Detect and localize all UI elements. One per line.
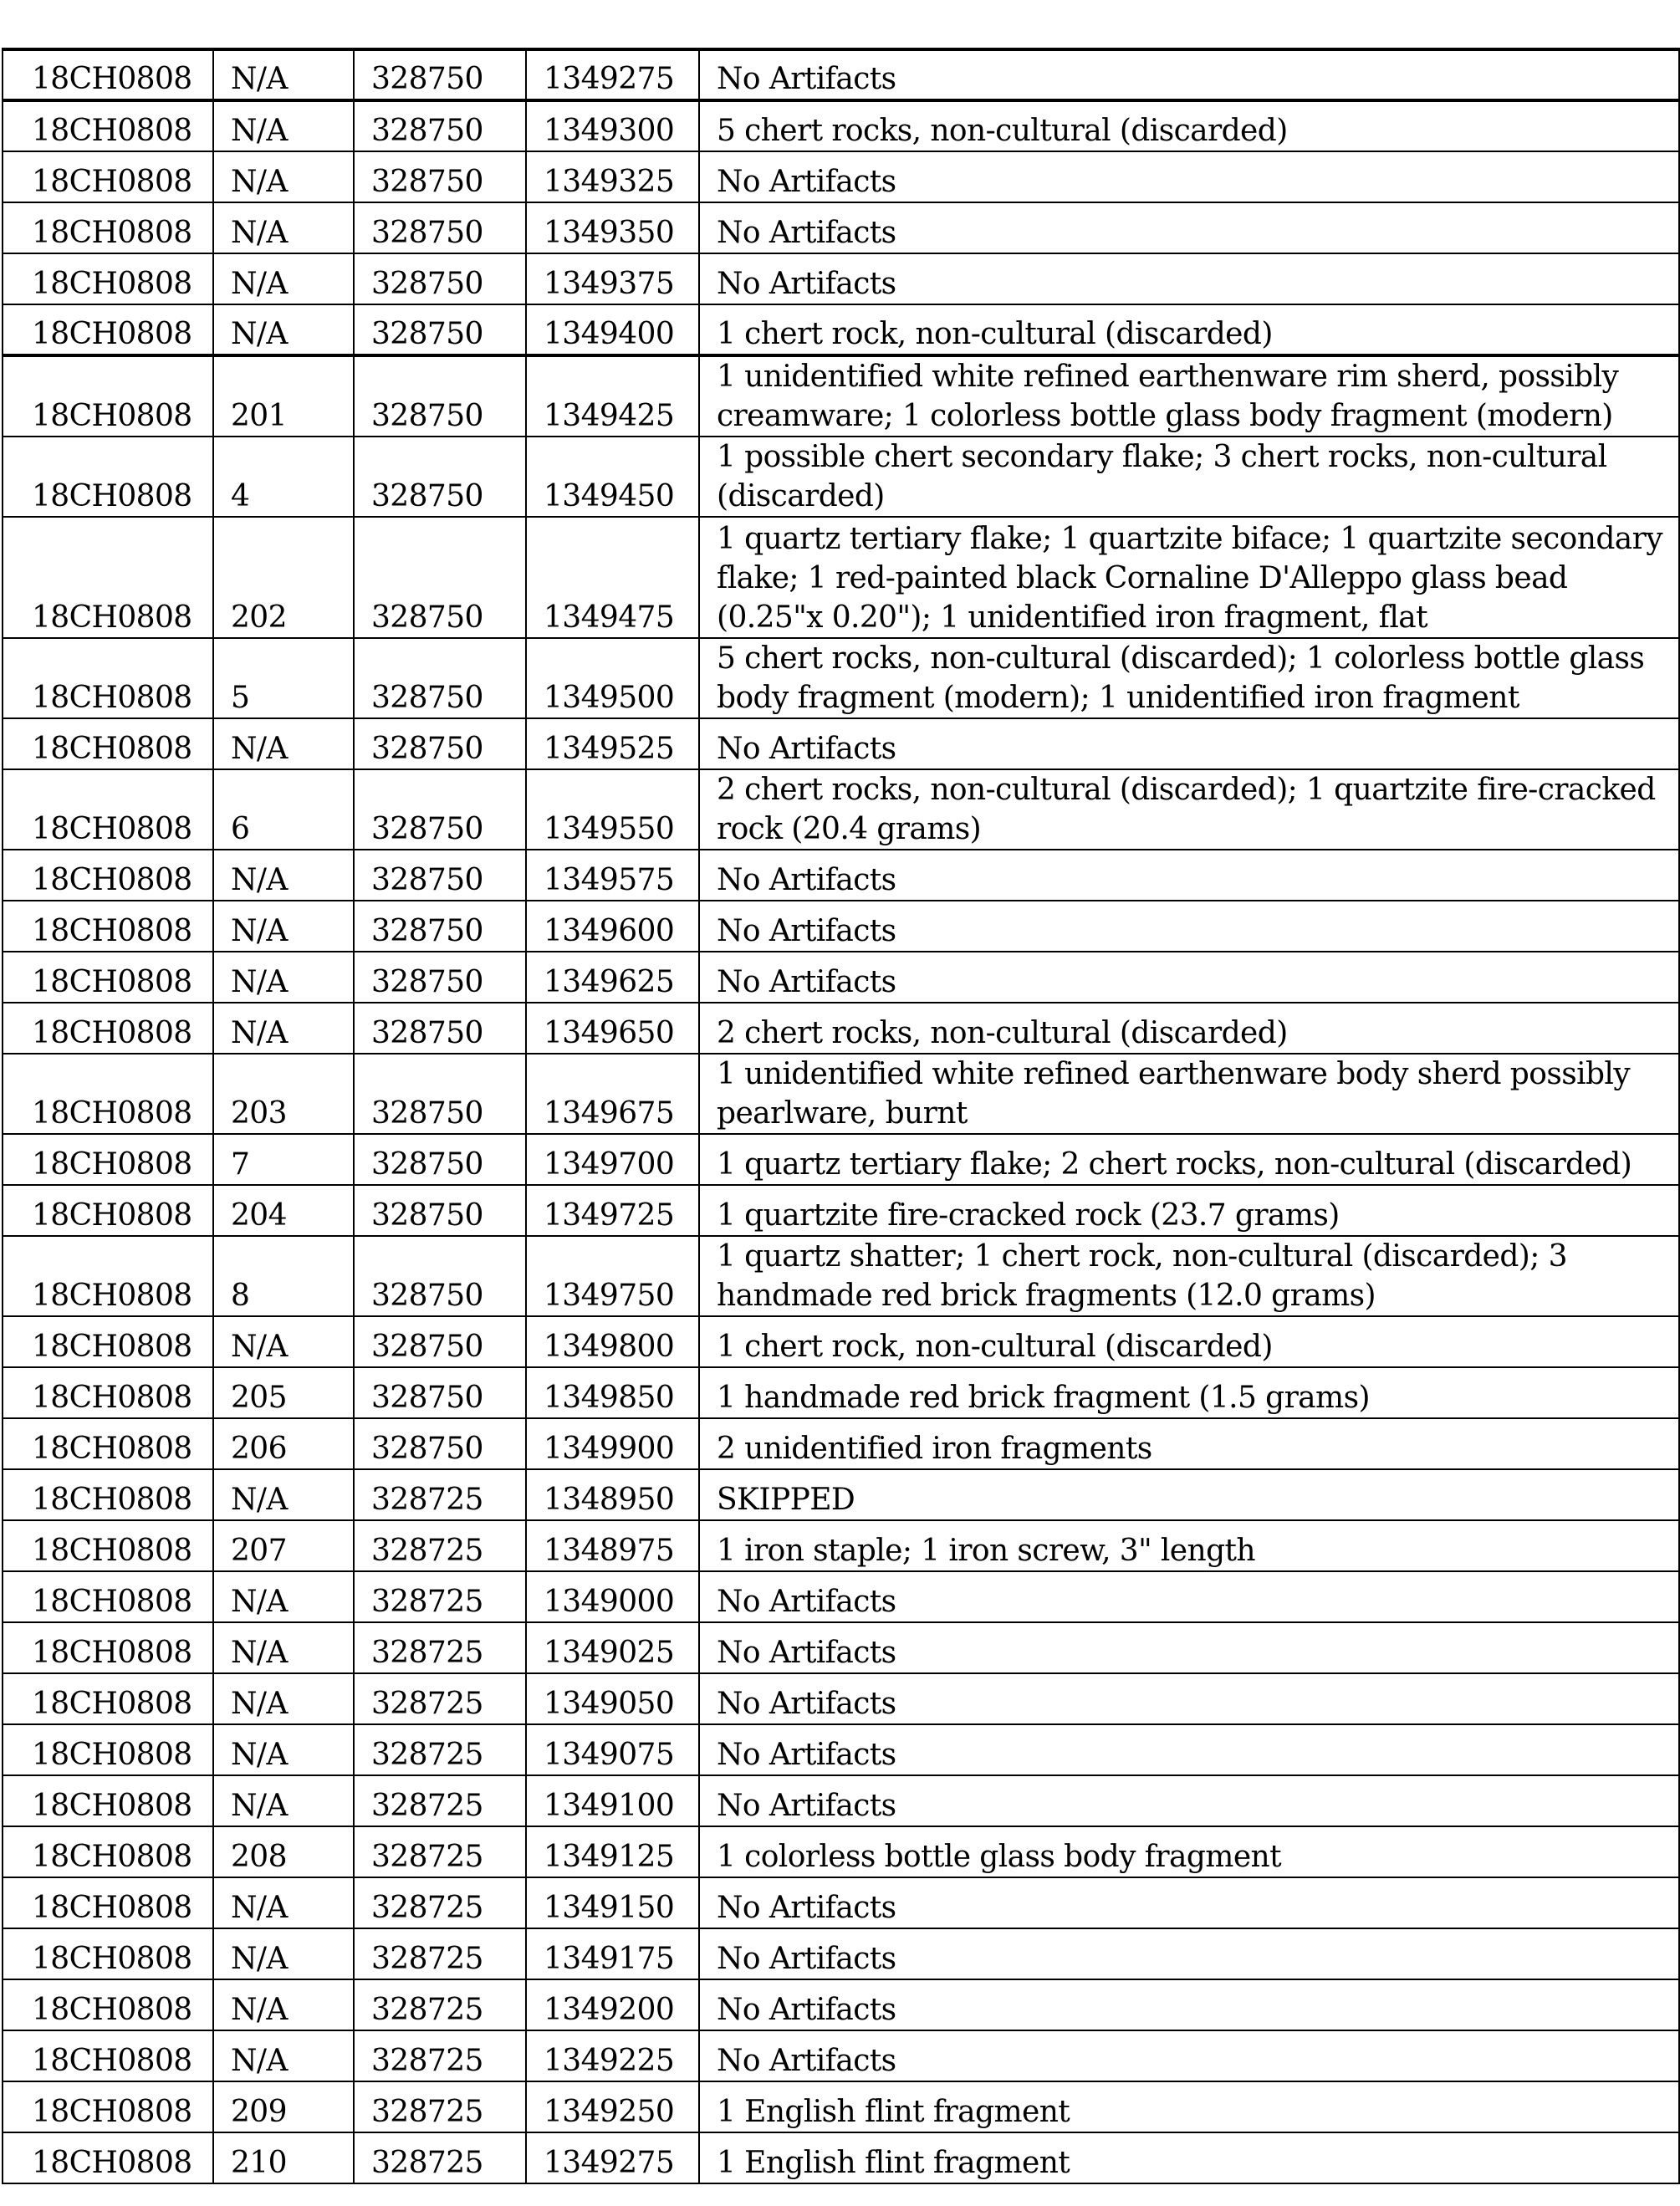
easting-cell: 328725 [354, 1724, 526, 1775]
description-cell: 1 chert rock, non-cultural (discarded) [699, 1316, 1679, 1367]
site-number-cell: 18CH0808 [3, 517, 213, 638]
description-cell: No Artifacts [699, 1928, 1679, 1979]
northing-cell: 1349625 [526, 952, 699, 1003]
northing-cell: 1349575 [526, 850, 699, 901]
easting-cell: 328725 [354, 1520, 526, 1571]
catalog-number-cell: N/A [213, 850, 354, 901]
table-row [3, 2132, 1679, 2183]
site-number-cell: 18CH0808 [3, 901, 213, 952]
northing-cell: 1349225 [526, 2030, 699, 2081]
northing-cell: 1349100 [526, 1775, 699, 1826]
table-row [3, 901, 1679, 952]
description-cell: No Artifacts [699, 1571, 1679, 1622]
northing-cell: 1349325 [526, 151, 699, 202]
description-cell: No Artifacts [699, 901, 1679, 952]
catalog-number-cell: N/A [213, 1003, 354, 1054]
table-row [3, 1003, 1679, 1054]
site-number-cell: 18CH0808 [3, 1571, 213, 1622]
northing-cell: 1349075 [526, 1724, 699, 1775]
table-row [3, 1469, 1679, 1520]
description-cell: 1 quartz tertiary flake; 2 chert rocks, non-cultural (discarded) [699, 1134, 1679, 1185]
site-number-cell: 18CH0808 [3, 1236, 213, 1316]
site-number-cell: 18CH0808 [3, 952, 213, 1003]
table-row [3, 1236, 1679, 1316]
site-number-cell: 18CH0808 [3, 1418, 213, 1469]
easting-cell: 328750 [354, 1134, 526, 1185]
easting-cell: 328750 [354, 1367, 526, 1418]
description-cell: 1 chert rock, non-cultural (discarded) [699, 304, 1679, 355]
site-number-cell: 18CH0808 [3, 49, 213, 100]
northing-cell: 1349175 [526, 1928, 699, 1979]
northing-cell: 1348975 [526, 1520, 699, 1571]
table-row [3, 952, 1679, 1003]
easting-cell: 328725 [354, 1622, 526, 1673]
table-row [3, 253, 1679, 304]
table-row [3, 151, 1679, 202]
northing-cell: 1349200 [526, 1979, 699, 2030]
easting-cell: 328750 [354, 1003, 526, 1054]
site-number-cell: 18CH0808 [3, 638, 213, 718]
site-number-cell: 18CH0808 [3, 304, 213, 355]
site-number-cell: 18CH0808 [3, 1928, 213, 1979]
description-cell: 1 quartz tertiary flake; 1 quartzite biface; 1 quartzite secondary flake; 1 red-painted black Cornaline D'Alleppo glass bead (0.25"x 0.20"); 1 unidentified iron fragment, flat [699, 517, 1679, 638]
site-number-cell: 18CH0808 [3, 202, 213, 253]
description-cell: 2 chert rocks, non-cultural (discarded); 1 quartzite fire-cracked rock (20.4 grams) [699, 769, 1679, 850]
site-number-cell: 18CH0808 [3, 437, 213, 517]
site-number-cell: 18CH0808 [3, 1877, 213, 1928]
site-number-cell: 18CH0808 [3, 1316, 213, 1367]
artifact-table [2, 48, 1680, 2184]
easting-cell: 328750 [354, 151, 526, 202]
easting-cell: 328725 [354, 2132, 526, 2183]
easting-cell: 328750 [354, 769, 526, 850]
northing-cell: 1349850 [526, 1367, 699, 1418]
easting-cell: 328750 [354, 100, 526, 151]
catalog-number-cell: N/A [213, 718, 354, 769]
description-cell: No Artifacts [699, 2030, 1679, 2081]
site-number-cell: 18CH0808 [3, 1003, 213, 1054]
table-row [3, 1928, 1679, 1979]
catalog-number-cell: 203 [213, 1054, 354, 1134]
catalog-number-cell: N/A [213, 100, 354, 151]
catalog-number-cell: N/A [213, 49, 354, 100]
table-row [3, 850, 1679, 901]
table-row [3, 1134, 1679, 1185]
site-number-cell: 18CH0808 [3, 1054, 213, 1134]
northing-cell: 1349250 [526, 2081, 699, 2132]
catalog-number-cell: 6 [213, 769, 354, 850]
easting-cell: 328725 [354, 2030, 526, 2081]
table-row [3, 437, 1679, 517]
easting-cell: 328750 [354, 718, 526, 769]
catalog-number-cell: N/A [213, 253, 354, 304]
northing-cell: 1349400 [526, 304, 699, 355]
site-number-cell: 18CH0808 [3, 850, 213, 901]
easting-cell: 328750 [354, 304, 526, 355]
northing-cell: 1349000 [526, 1571, 699, 1622]
easting-cell: 328750 [354, 355, 526, 437]
easting-cell: 328750 [354, 1418, 526, 1469]
catalog-number-cell: N/A [213, 901, 354, 952]
table-row [3, 304, 1679, 355]
description-cell: 5 chert rocks, non-cultural (discarded) [699, 100, 1679, 151]
table-row [3, 1418, 1679, 1469]
catalog-number-cell: N/A [213, 1775, 354, 1826]
catalog-number-cell: N/A [213, 304, 354, 355]
easting-cell: 328750 [354, 202, 526, 253]
table-row [3, 1054, 1679, 1134]
description-cell: 1 English flint fragment [699, 2081, 1679, 2132]
catalog-number-cell: N/A [213, 1724, 354, 1775]
description-cell: No Artifacts [699, 850, 1679, 901]
easting-cell: 328750 [354, 850, 526, 901]
table-row [3, 1724, 1679, 1775]
catalog-number-cell: 208 [213, 1826, 354, 1877]
catalog-number-cell: 8 [213, 1236, 354, 1316]
northing-cell: 1349475 [526, 517, 699, 638]
catalog-number-cell: N/A [213, 1571, 354, 1622]
table-row [3, 355, 1679, 437]
catalog-number-cell: N/A [213, 952, 354, 1003]
site-number-cell: 18CH0808 [3, 769, 213, 850]
description-cell: 1 colorless bottle glass body fragment [699, 1826, 1679, 1877]
site-number-cell: 18CH0808 [3, 718, 213, 769]
table-row [3, 718, 1679, 769]
table-row [3, 1367, 1679, 1418]
catalog-number-cell: N/A [213, 1469, 354, 1520]
table-row [3, 638, 1679, 718]
description-cell: No Artifacts [699, 253, 1679, 304]
site-number-cell: 18CH0808 [3, 151, 213, 202]
catalog-number-cell: 210 [213, 2132, 354, 2183]
site-number-cell: 18CH0808 [3, 1775, 213, 1826]
table-row [3, 1520, 1679, 1571]
catalog-number-cell: 204 [213, 1185, 354, 1236]
easting-cell: 328750 [354, 1236, 526, 1316]
table-row [3, 1826, 1679, 1877]
northing-cell: 1349025 [526, 1622, 699, 1673]
easting-cell: 328725 [354, 1673, 526, 1724]
northing-cell: 1349900 [526, 1418, 699, 1469]
easting-cell: 328750 [354, 638, 526, 718]
easting-cell: 328750 [354, 901, 526, 952]
easting-cell: 328750 [354, 253, 526, 304]
catalog-number-cell: 5 [213, 638, 354, 718]
northing-cell: 1349650 [526, 1003, 699, 1054]
northing-cell: 1349600 [526, 901, 699, 952]
site-number-cell: 18CH0808 [3, 1134, 213, 1185]
site-number-cell: 18CH0808 [3, 1520, 213, 1571]
description-cell: No Artifacts [699, 1724, 1679, 1775]
table-row [3, 1877, 1679, 1928]
northing-cell: 1349275 [526, 49, 699, 100]
catalog-number-cell: 206 [213, 1418, 354, 1469]
description-cell: No Artifacts [699, 1877, 1679, 1928]
northing-cell: 1349350 [526, 202, 699, 253]
northing-cell: 1349450 [526, 437, 699, 517]
catalog-number-cell: 7 [213, 1134, 354, 1185]
description-cell: 1 quartzite fire-cracked rock (23.7 grams) [699, 1185, 1679, 1236]
table-body [3, 49, 1679, 2183]
description-cell: 1 iron staple; 1 iron screw, 3" length [699, 1520, 1679, 1571]
table-row [3, 1316, 1679, 1367]
site-number-cell: 18CH0808 [3, 1469, 213, 1520]
northing-cell: 1349375 [526, 253, 699, 304]
table-row [3, 1775, 1679, 1826]
northing-cell: 1349300 [526, 100, 699, 151]
easting-cell: 328750 [354, 952, 526, 1003]
description-cell: 1 unidentified white refined earthenware rim sherd, possibly creamware; 1 colorless bottle glass body fragment (modern) [699, 355, 1679, 437]
description-cell: 1 English flint fragment [699, 2132, 1679, 2183]
northing-cell: 1349050 [526, 1673, 699, 1724]
description-cell: 1 handmade red brick fragment (1.5 grams) [699, 1367, 1679, 1418]
northing-cell: 1349800 [526, 1316, 699, 1367]
site-number-cell: 18CH0808 [3, 100, 213, 151]
table-row [3, 1622, 1679, 1673]
easting-cell: 328725 [354, 1826, 526, 1877]
description-cell: No Artifacts [699, 202, 1679, 253]
site-number-cell: 18CH0808 [3, 1673, 213, 1724]
catalog-number-cell: N/A [213, 151, 354, 202]
site-number-cell: 18CH0808 [3, 1724, 213, 1775]
table-row [3, 1673, 1679, 1724]
easting-cell: 328750 [354, 437, 526, 517]
table-row [3, 100, 1679, 151]
description-cell: No Artifacts [699, 1622, 1679, 1673]
site-number-cell: 18CH0808 [3, 1979, 213, 2030]
site-number-cell: 18CH0808 [3, 2132, 213, 2183]
catalog-number-cell: N/A [213, 1673, 354, 1724]
site-number-cell: 18CH0808 [3, 253, 213, 304]
catalog-number-cell: N/A [213, 1979, 354, 2030]
catalog-number-cell: 4 [213, 437, 354, 517]
easting-cell: 328750 [354, 49, 526, 100]
catalog-number-cell: 207 [213, 1520, 354, 1571]
description-cell: No Artifacts [699, 1673, 1679, 1724]
northing-cell: 1349550 [526, 769, 699, 850]
northing-cell: 1348950 [526, 1469, 699, 1520]
table-row [3, 1185, 1679, 1236]
catalog-number-cell: N/A [213, 1622, 354, 1673]
table-row [3, 1571, 1679, 1622]
description-cell: SKIPPED [699, 1469, 1679, 1520]
description-cell: 2 chert rocks, non-cultural (discarded) [699, 1003, 1679, 1054]
catalog-number-cell: N/A [213, 1928, 354, 1979]
description-cell: 1 unidentified white refined earthenware body sherd possibly pearlware, burnt [699, 1054, 1679, 1134]
site-number-cell: 18CH0808 [3, 2030, 213, 2081]
easting-cell: 328725 [354, 1979, 526, 2030]
northing-cell: 1349275 [526, 2132, 699, 2183]
northing-cell: 1349500 [526, 638, 699, 718]
description-cell: No Artifacts [699, 151, 1679, 202]
northing-cell: 1349525 [526, 718, 699, 769]
description-cell: 1 possible chert secondary flake; 3 chert rocks, non-cultural (discarded) [699, 437, 1679, 517]
easting-cell: 328725 [354, 1775, 526, 1826]
site-number-cell: 18CH0808 [3, 1367, 213, 1418]
description-cell: No Artifacts [699, 718, 1679, 769]
catalog-number-cell: N/A [213, 2030, 354, 2081]
table-row [3, 2081, 1679, 2132]
catalog-number-cell: 209 [213, 2081, 354, 2132]
catalog-number-cell: 205 [213, 1367, 354, 1418]
northing-cell: 1349675 [526, 1054, 699, 1134]
easting-cell: 328750 [354, 517, 526, 638]
table-row [3, 202, 1679, 253]
description-cell: No Artifacts [699, 1775, 1679, 1826]
northing-cell: 1349425 [526, 355, 699, 437]
description-cell: No Artifacts [699, 49, 1679, 100]
catalog-number-cell: N/A [213, 1316, 354, 1367]
northing-cell: 1349750 [526, 1236, 699, 1316]
easting-cell: 328725 [354, 1928, 526, 1979]
easting-cell: 328725 [354, 1469, 526, 1520]
description-cell: 5 chert rocks, non-cultural (discarded); 1 colorless bottle glass body fragment (modern); 1 unidentified iron fragment [699, 638, 1679, 718]
description-cell: 2 unidentified iron fragments [699, 1418, 1679, 1469]
site-number-cell: 18CH0808 [3, 1826, 213, 1877]
description-cell: No Artifacts [699, 952, 1679, 1003]
site-number-cell: 18CH0808 [3, 2081, 213, 2132]
easting-cell: 328725 [354, 2081, 526, 2132]
table-row [3, 517, 1679, 638]
northing-cell: 1349150 [526, 1877, 699, 1928]
catalog-number-cell: N/A [213, 1877, 354, 1928]
catalog-number-cell: N/A [213, 202, 354, 253]
table-row [3, 769, 1679, 850]
catalog-number-cell: 202 [213, 517, 354, 638]
table-row [3, 1979, 1679, 2030]
description-cell: No Artifacts [699, 1979, 1679, 2030]
easting-cell: 328750 [354, 1054, 526, 1134]
easting-cell: 328725 [354, 1877, 526, 1928]
site-number-cell: 18CH0808 [3, 355, 213, 437]
northing-cell: 1349125 [526, 1826, 699, 1877]
site-number-cell: 18CH0808 [3, 1185, 213, 1236]
northing-cell: 1349700 [526, 1134, 699, 1185]
easting-cell: 328750 [354, 1185, 526, 1236]
table-row [3, 2030, 1679, 2081]
description-cell: 1 quartz shatter; 1 chert rock, non-cultural (discarded); 3 handmade red brick fragments (12.0 grams) [699, 1236, 1679, 1316]
easting-cell: 328725 [354, 1571, 526, 1622]
easting-cell: 328750 [354, 1316, 526, 1367]
table-row [3, 49, 1679, 100]
site-number-cell: 18CH0808 [3, 1622, 213, 1673]
northing-cell: 1349725 [526, 1185, 699, 1236]
catalog-number-cell: 201 [213, 355, 354, 437]
